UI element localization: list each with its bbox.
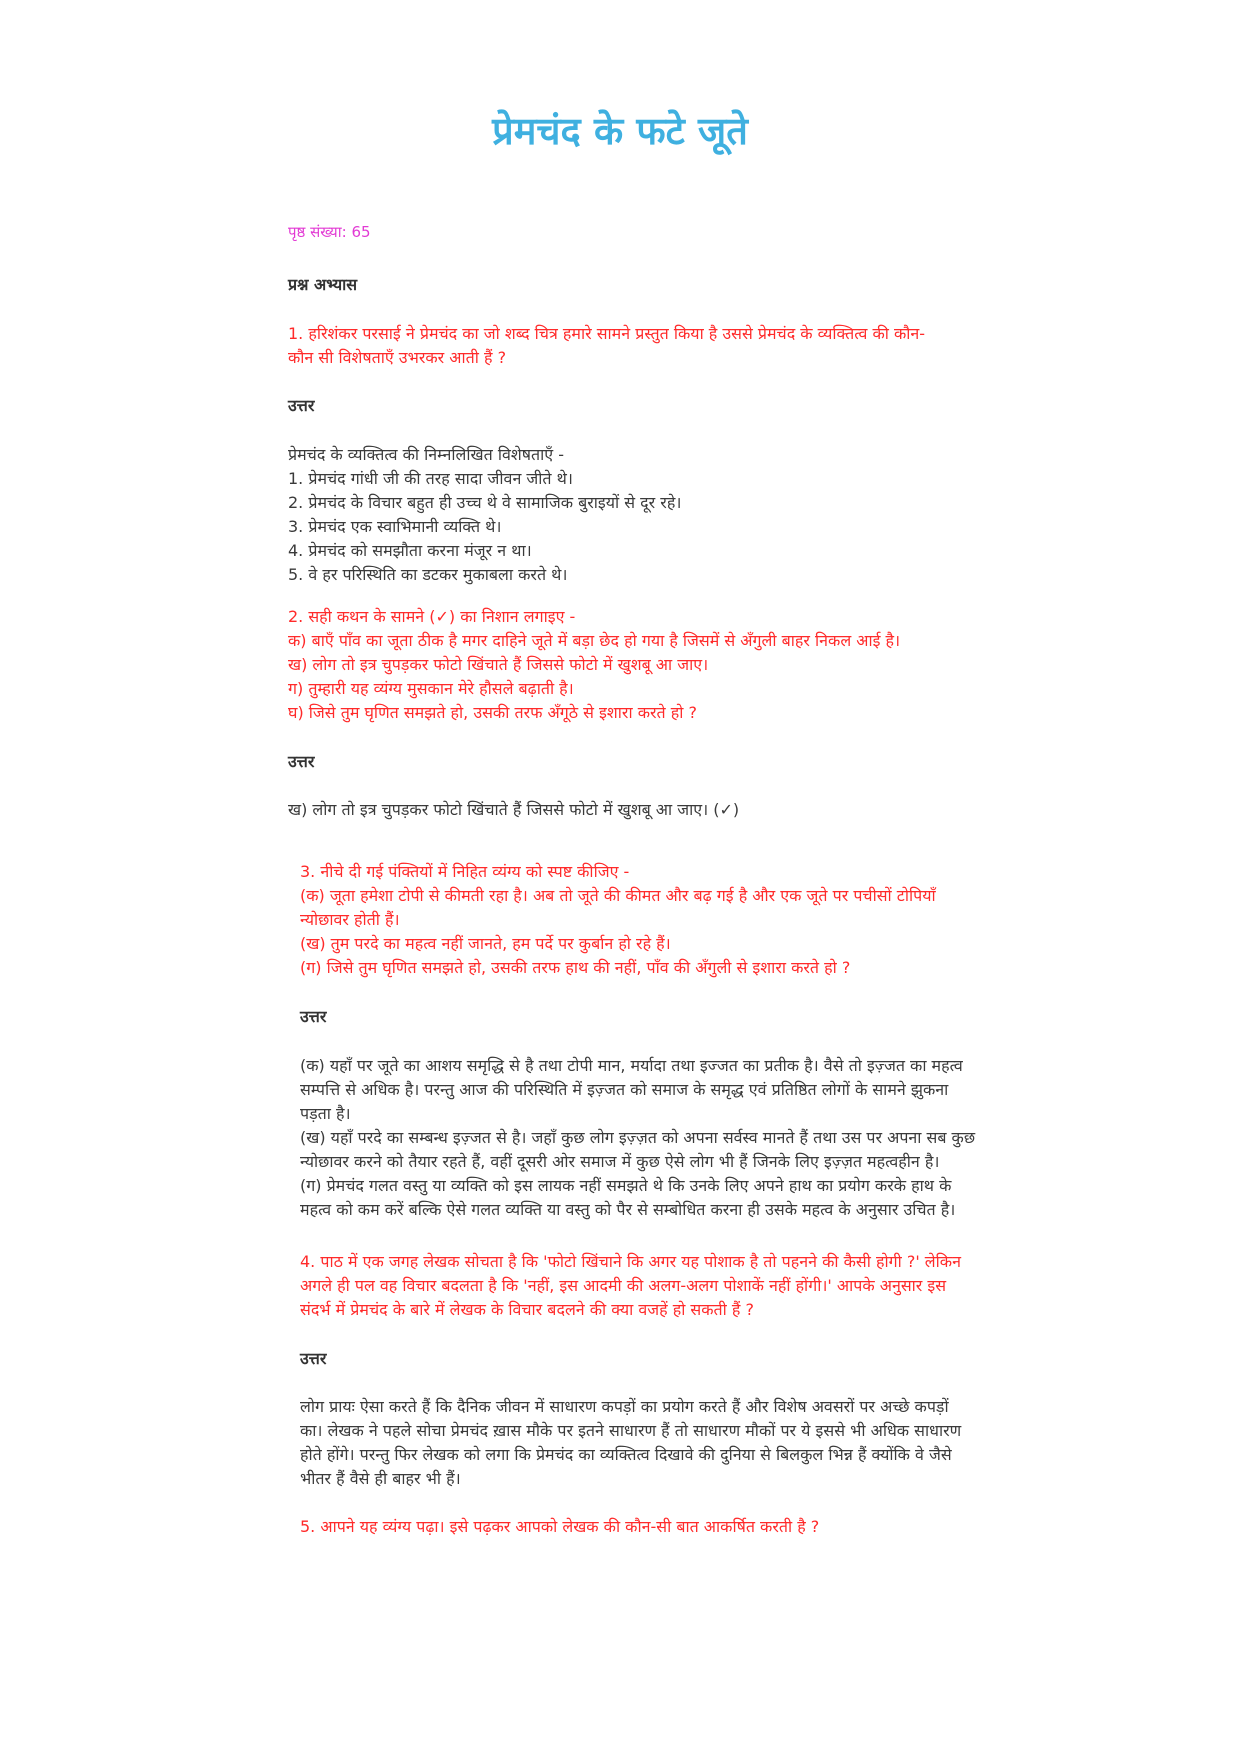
answer-2: ख) लोग तो इत्र चुपड़कर फोटो खिंचाते हैं जिससे फोटो में खुशबू आ जाए। (✓) — [288, 800, 740, 819]
answer-line: का। लेखक ने पहले सोचा प्रेमचंद ख़ास मौके पर इतने साधारण हैं तो साधारण मौकों पर ये इससे भी अधिक साधारण — [300, 1421, 962, 1440]
answer-intro: प्रेमचंद के व्यक्तित्व की निम्नलिखित विशेषताएँ - — [288, 445, 564, 464]
question-3 — [300, 860, 936, 980]
question-1 — [288, 322, 925, 370]
question-line: 3. नीचे दी गई पंक्तियों में निहित व्यंग्य को स्पष्ट कीजिए - — [300, 862, 630, 881]
answer-line: भीतर हैं वैसे ही बाहर भी हैं। — [300, 1469, 461, 1488]
answer-line: होते होंगे। परन्तु फिर लेखक को लगा कि प्रेमचंद का व्यक्तित्व दिखावे की दुनिया से बिलकुल भिन्न हैं क्योंकि वे जैसे — [300, 1445, 952, 1464]
question-line: अगले ही पल वह विचार बदलता है कि 'नहीं, इस आदमी की अलग-अलग पोशाकें नहीं होंगी।' आपके अनुसार इस — [300, 1276, 947, 1295]
question-line: 1. हरिशंकर परसाई ने प्रेमचंद का जो शब्द चित्र हमारे सामने प्रस्तुत किया है उससे प्रेमचंद के व्यक्तित्व की कौन- — [288, 324, 926, 343]
question-option: क) बाएँ पाँव का जूता ठीक है मगर दाहिने जूते में बड़ा छेद हो गया है जिसमें से अँगुली बाहर निकल आई है। — [288, 631, 901, 650]
answer-line: सम्पत्ति से अधिक है। परन्तु आज की परिस्थिति में इज़्जत को समाज के समृद्ध एवं प्रतिष्ठित लोगों के सामने झुकना — [300, 1080, 949, 1099]
answer-line: पड़ता है। — [300, 1104, 351, 1123]
answer-label-2: उत्तर — [288, 752, 315, 771]
answer-label-4: उत्तर — [300, 1349, 327, 1368]
question-option: ग) तुम्हारी यह व्यंग्य मुसकान मेरे हौसले बढ़ाती है। — [288, 679, 574, 698]
answer-line: महत्व को कम करें बल्कि ऐसे गलत व्यक्ति या वस्तु को पैर से सम्बोधित करना ही उसके महत्व के अनुसार उचित है। — [300, 1200, 956, 1219]
answer-point: 4. प्रेमचंद को समझौता करना मंजूर न था। — [288, 541, 532, 560]
question-line: न्योछावर होती हैं। — [300, 910, 400, 929]
question-line: संदर्भ में प्रेमचंद के बारे में लेखक के विचार बदलने की क्या वजहें हो सकती हैं ? — [300, 1300, 754, 1319]
answer-1 — [288, 443, 681, 587]
question-line: 2. सही कथन के सामने (✓) का निशान लगाइए - — [288, 607, 576, 626]
page-number: पृष्ठ संख्या: 65 — [288, 223, 371, 241]
question-4 — [300, 1250, 961, 1322]
answer-point: 5. वे हर परिस्थिति का डटकर मुकाबला करते थे। — [288, 565, 568, 584]
question-line: (ख) तुम परदे का महत्व नहीं जानते, हम पर्दे पर कुर्बान हो रहे हैं। — [300, 934, 671, 953]
answer-point: 2. प्रेमचंद के विचार बहुत ही उच्च थे वे सामाजिक बुराइयों से दूर रहे। — [288, 493, 682, 512]
document-title: प्रेमचंद के फटे जूते — [492, 109, 748, 153]
section-title: प्रश्न अभ्यास — [288, 275, 358, 294]
question-5: 5. आपने यह व्यंग्य पढ़ा। इसे पढ़कर आपको लेखक की कौन-सी बात आकर्षित करती है ? — [300, 1517, 820, 1536]
answer-4 — [300, 1395, 961, 1491]
question-2 — [288, 605, 900, 725]
question-option: ख) लोग तो इत्र चुपड़कर फोटो खिंचाते हैं जिससे फोटो में खुशबू आ जाए। — [288, 655, 709, 674]
answer-line: (क) यहाँ पर जूते का आशय समृद्धि से है तथा टोपी मान, मर्यादा तथा इज्जत का प्रतीक है। वैसे तो इज़्जत का महत्व — [300, 1056, 963, 1075]
answer-label-1: उत्तर — [288, 396, 315, 415]
answer-label-3: उत्तर — [300, 1007, 327, 1026]
answer-point: 3. प्रेमचंद एक स्वाभिमानी व्यक्ति थे। — [288, 517, 502, 536]
question-line: (ग) जिसे तुम घृणित समझते हो, उसकी तरफ हाथ की नहीं, पाँव की अँगुली से इशारा करते हो ? — [300, 958, 851, 977]
answer-line: न्योछावर करने को तैयार रहते हैं, वहीं दूसरी ओर समाज में कुछ ऐसे लोग भी हैं जिनके लिए इज़्ज़त महत्वहीन है। — [300, 1152, 940, 1171]
answer-3 — [300, 1054, 975, 1222]
question-line: 4. पाठ में एक जगह लेखक सोचता है कि 'फोटो खिंचाने कि अगर यह पोशाक है तो पहनने की कैसी होगी ?' लेकिन — [300, 1252, 961, 1271]
question-line: कौन सी विशेषताएँ उभरकर आती हैं ? — [288, 348, 507, 367]
answer-point: 1. प्रेमचंद गांधी जी की तरह सादा जीवन जीते थे। — [288, 469, 573, 488]
question-option: घ) जिसे तुम घृणित समझते हो, उसकी तरफ अँगूठे से इशारा करते हो ? — [288, 703, 697, 722]
answer-line: लोग प्रायः ऐसा करते हैं कि दैनिक जीवन में साधारण कपड़ों का प्रयोग करते हैं और विशेष अवसरों पर अच्छे कपड़ों — [300, 1397, 949, 1416]
question-line: (क) जूता हमेशा टोपी से कीमती रहा है। अब तो जूते की कीमत और बढ़ गई है और एक जूते पर पचीसों टोपियाँ — [300, 886, 936, 905]
answer-line: (ख) यहाँ परदे का सम्बन्ध इज़्जत से है। जहाँ कुछ लोग इज़्ज़त को अपना सर्वस्व मानते हैं तथा उस पर अपना सब कुछ — [300, 1128, 976, 1147]
answer-line: (ग) प्रेमचंद गलत वस्तु या व्यक्ति को इस लायक नहीं समझते थे कि उनके लिए अपने हाथ का प्रयोग करके हाथ के — [300, 1176, 952, 1195]
